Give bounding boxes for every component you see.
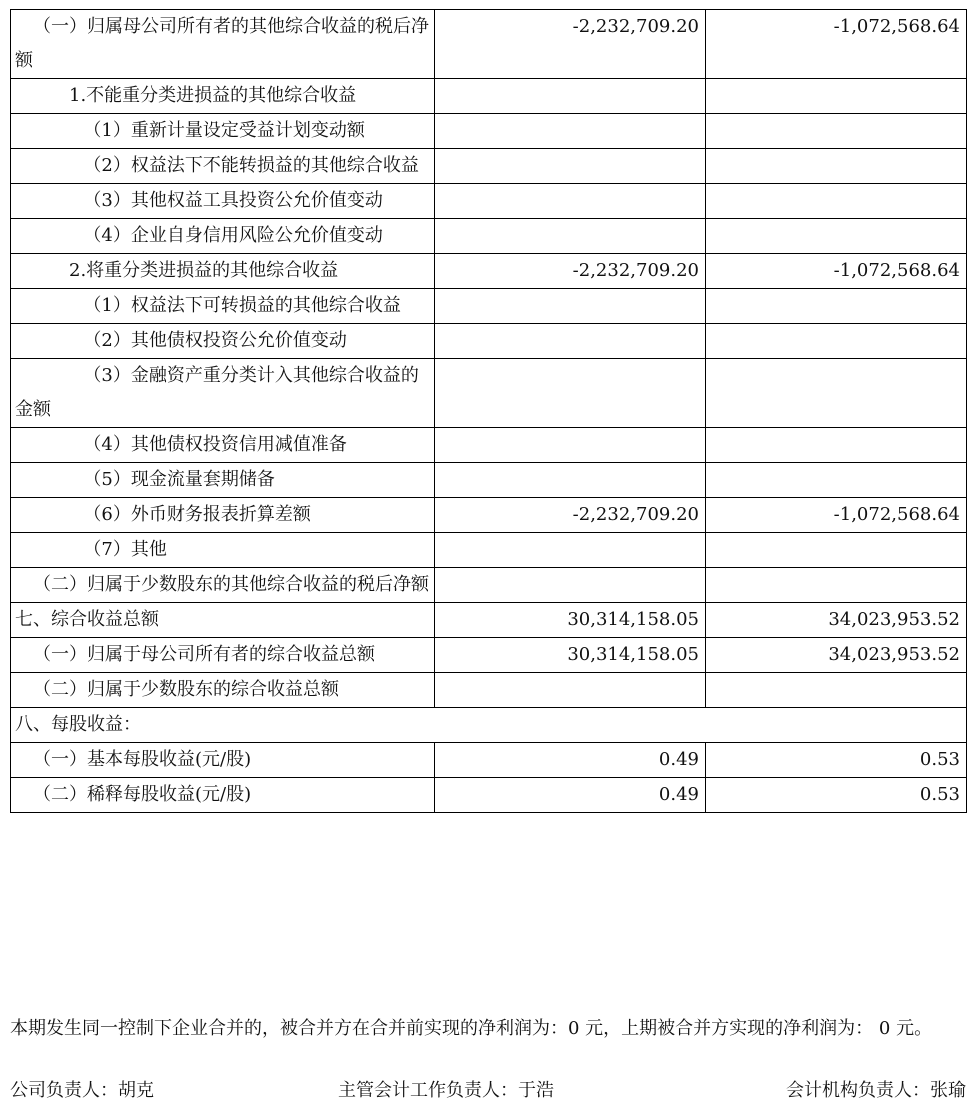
row-label: （2）其他债权投资公允价值变动	[11, 324, 435, 359]
current-period-value: -2,232,709.20	[435, 10, 706, 79]
row-label: （一）归属母公司所有者的其他综合收益的税后净额	[11, 10, 435, 79]
prior-period-value: 0.53	[706, 778, 967, 813]
prior-period-value	[706, 219, 967, 254]
current-period-value: 0.49	[435, 778, 706, 813]
row-label: （二）归属于少数股东的综合收益总额	[11, 673, 435, 708]
prior-period-value	[706, 568, 967, 603]
prior-period-value: 0.53	[706, 743, 967, 778]
table-row	[11, 498, 967, 533]
row-label: 1.不能重分类进损益的其他综合收益	[11, 79, 435, 114]
table-row	[11, 359, 967, 428]
table-row	[11, 184, 967, 219]
current-period-value	[435, 79, 706, 114]
current-period-value	[435, 219, 706, 254]
current-period-value: 30,314,158.05	[435, 603, 706, 638]
table-row	[11, 603, 967, 638]
row-label: （一）归属于母公司所有者的综合收益总额	[11, 638, 435, 673]
row-label: 2.将重分类进损益的其他综合收益	[11, 254, 435, 289]
signatures-line	[10, 1075, 966, 1107]
prior-period-value	[706, 428, 967, 463]
row-label: 八、每股收益：	[11, 708, 967, 743]
current-period-value	[435, 463, 706, 498]
row-label: （6）外币财务报表折算差额	[11, 498, 435, 533]
current-period-value	[435, 568, 706, 603]
prior-period-value	[706, 289, 967, 324]
row-label: （1）权益法下可转损益的其他综合收益	[11, 289, 435, 324]
current-period-value	[435, 673, 706, 708]
row-label: （二）稀释每股收益(元/股)	[11, 778, 435, 813]
current-period-value	[435, 289, 706, 324]
current-period-value	[435, 184, 706, 219]
table-row	[11, 79, 967, 114]
prior-period-value	[706, 324, 967, 359]
table-row	[11, 219, 967, 254]
prior-period-value: -1,072,568.64	[706, 10, 967, 79]
income-statement-table	[10, 9, 967, 813]
row-label: （2）权益法下不能转损益的其他综合收益	[11, 149, 435, 184]
accounting-dept-head: 会计机构负责人：张瑜	[786, 1080, 966, 1101]
current-period-value	[435, 533, 706, 568]
table-row	[11, 114, 967, 149]
current-period-value	[435, 149, 706, 184]
prior-period-value: -1,072,568.64	[706, 254, 967, 289]
current-period-value	[435, 428, 706, 463]
row-label: （4）其他债权投资信用减值准备	[11, 428, 435, 463]
prior-period-value	[706, 463, 967, 498]
table-row	[11, 149, 967, 184]
table-row	[11, 324, 967, 359]
table-row	[11, 673, 967, 708]
prior-period-value	[706, 533, 967, 568]
prior-period-value	[706, 79, 967, 114]
prior-period-value	[706, 359, 967, 428]
table-row	[11, 254, 967, 289]
row-label: （一）基本每股收益(元/股)	[11, 743, 435, 778]
table-body	[11, 10, 967, 813]
prior-period-value	[706, 149, 967, 184]
merger-note: 本期发生同一控制下企业合并的，被合并方在合并前实现的净利润为：0 元，上期被合并方实现的净利润为： 0 元。	[10, 1018, 933, 1039]
table-row	[11, 289, 967, 324]
row-label: （4）企业自身信用风险公允价值变动	[11, 219, 435, 254]
row-label: （3）金融资产重分类计入其他综合收益的金额	[11, 359, 435, 428]
row-label: （1）重新计量设定受益计划变动额	[11, 114, 435, 149]
current-period-value: 0.49	[435, 743, 706, 778]
prior-period-value: -1,072,568.64	[706, 498, 967, 533]
prior-period-value	[706, 673, 967, 708]
table-row	[11, 10, 967, 79]
table-row	[11, 463, 967, 498]
table-row	[11, 568, 967, 603]
table-row	[11, 428, 967, 463]
prior-period-value: 34,023,953.52	[706, 638, 967, 673]
current-period-value: 30,314,158.05	[435, 638, 706, 673]
current-period-value	[435, 324, 706, 359]
row-label: （7）其他	[11, 533, 435, 568]
table-row	[11, 638, 967, 673]
table-row	[11, 533, 967, 568]
table-row	[11, 743, 967, 778]
table-row	[11, 708, 967, 743]
row-label: （二）归属于少数股东的其他综合收益的税后净额	[11, 568, 435, 603]
prior-period-value	[706, 184, 967, 219]
prior-period-value: 34,023,953.52	[706, 603, 967, 638]
prior-period-value	[706, 114, 967, 149]
row-label: （3）其他权益工具投资公允价值变动	[11, 184, 435, 219]
current-period-value: -2,232,709.20	[435, 254, 706, 289]
table-row	[11, 778, 967, 813]
accounting-head: 主管会计工作负责人：于浩	[338, 1080, 554, 1101]
company-head: 公司负责人：胡克	[10, 1080, 154, 1101]
current-period-value: -2,232,709.20	[435, 498, 706, 533]
current-period-value	[435, 114, 706, 149]
row-label: （5）现金流量套期储备	[11, 463, 435, 498]
current-period-value	[435, 359, 706, 428]
row-label: 七、综合收益总额	[11, 603, 435, 638]
